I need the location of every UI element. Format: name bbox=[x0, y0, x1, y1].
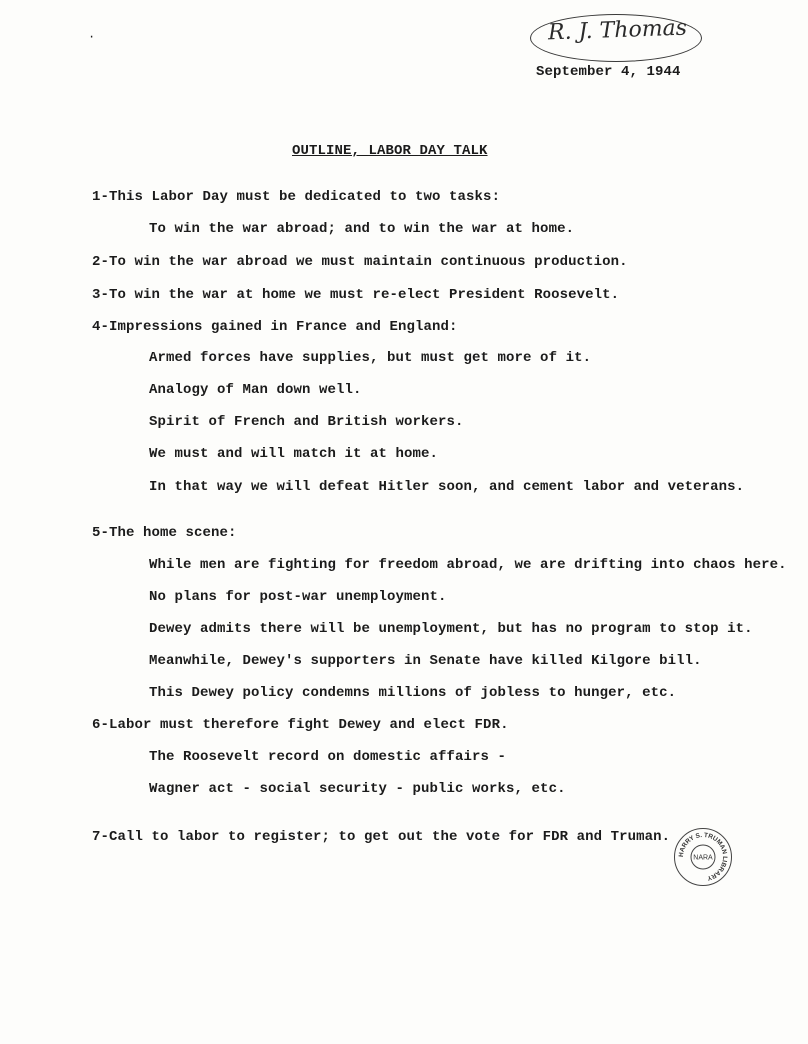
outline-subpoint: Armed forces have supplies, but must get more of it. bbox=[149, 350, 592, 366]
library-stamp-graphic bbox=[675, 829, 731, 885]
outline-point-6: 6-Labor must therefore fight Dewey and elect FDR. bbox=[92, 717, 509, 733]
outline-subpoint: We must and will match it at home. bbox=[149, 446, 439, 462]
stamp-ring-text: HARRY S. TRUMAN LIBRARY bbox=[677, 831, 729, 882]
stamp-center-text: NARA bbox=[693, 854, 713, 862]
outline-subpoint: The Roosevelt record on domestic affairs - bbox=[149, 749, 507, 765]
outline-subpoint: While men are fighting for freedom abroad, we are drifting into chaos here. bbox=[149, 557, 787, 573]
outline-point-4: 4-Impressions gained in France and England: bbox=[92, 319, 458, 335]
outline-subpoint: To win the war abroad; and to win the war at home. bbox=[149, 221, 575, 237]
outline-subpoint: No plans for post-war unemployment. bbox=[149, 589, 447, 605]
outline-subpoint: Dewey admits there will be unemployment, but has no program to stop it. bbox=[149, 621, 753, 637]
outline-point-5: 5-The home scene: bbox=[92, 525, 237, 541]
library-stamp bbox=[674, 828, 732, 886]
corner-mark: · bbox=[88, 30, 96, 44]
handwritten-signature: R. J. Thomas bbox=[547, 15, 688, 46]
outline-subpoint: Meanwhile, Dewey's supporters in Senate have killed Kilgore bill. bbox=[149, 653, 702, 669]
outline-subpoint: In that way we will defeat Hitler soon, and cement labor and veterans. bbox=[149, 479, 745, 495]
outline-point-7: 7-Call to labor to register; to get out the vote for FDR and Truman. bbox=[92, 829, 671, 845]
outline-point-1: 1-This Labor Day must be dedicated to two tasks: bbox=[92, 189, 501, 205]
document-title: OUTLINE, LABOR DAY TALK bbox=[292, 143, 488, 159]
outline-subpoint: Spirit of French and British workers. bbox=[149, 414, 464, 430]
outline-subpoint: Wagner act - social security - public works, etc. bbox=[149, 781, 566, 797]
outline-subpoint: This Dewey policy condemns millions of jobless to hunger, etc. bbox=[149, 685, 677, 701]
outline-point-3: 3-To win the war at home we must re-elect President Roosevelt. bbox=[92, 287, 620, 303]
outline-subpoint: Analogy of Man down well. bbox=[149, 382, 362, 398]
outline-point-2: 2-To win the war abroad we must maintain continuous production. bbox=[92, 254, 628, 270]
document-date: September 4, 1944 bbox=[536, 64, 681, 80]
